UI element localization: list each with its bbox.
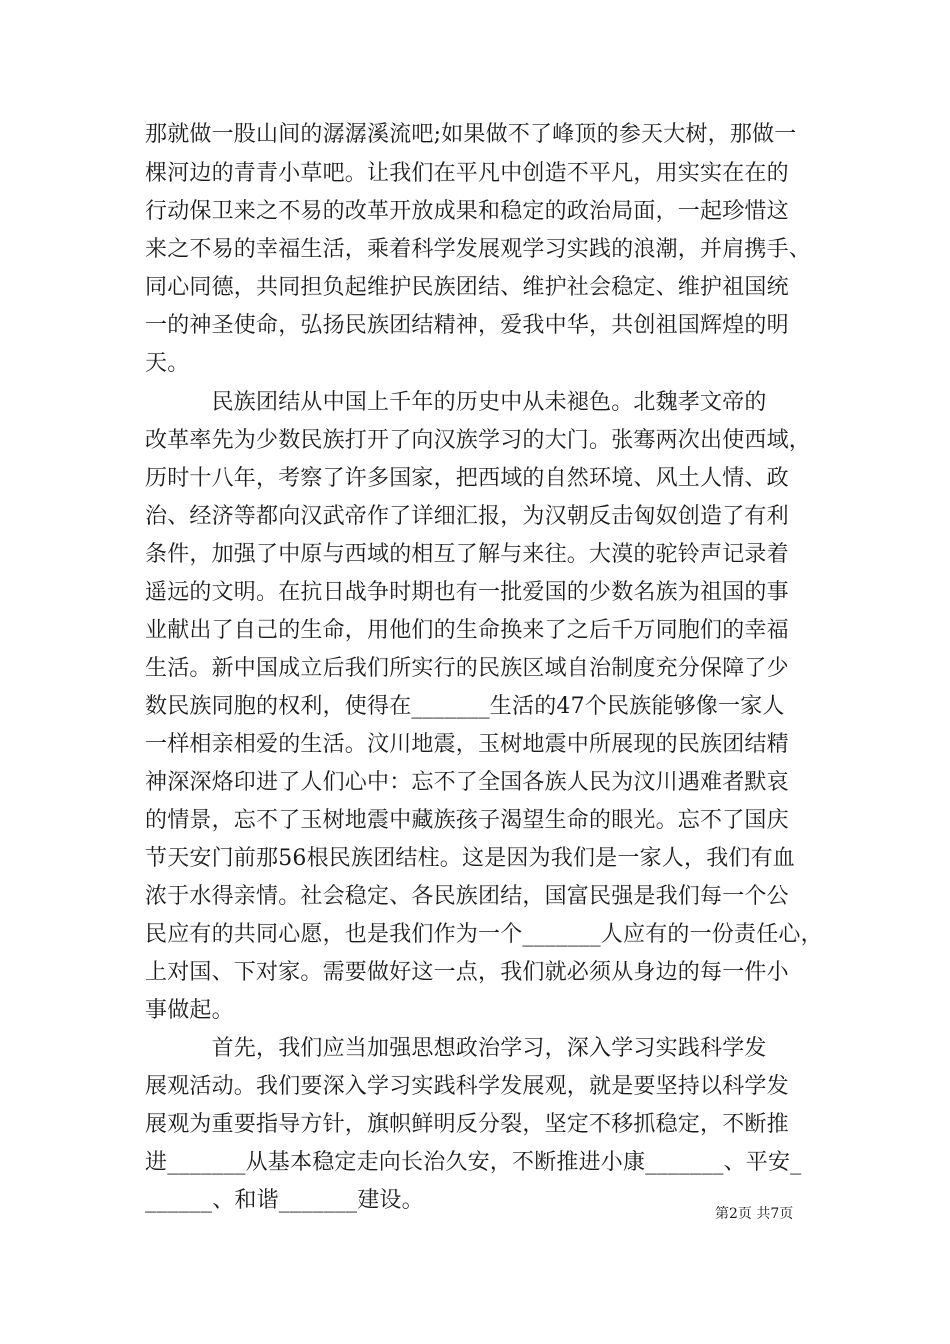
paragraph-2-line-1: 民族团结从中国上千年的历史中从未褪色。北魏孝文帝的 [145, 390, 767, 415]
paragraph-3-line-1: 首先，我们应当加强思想政治学习，深入学习实践科学发 [145, 1036, 767, 1061]
paragraph-1-line-1: 那就做一股山间的潺潺溪流吧;如果做不了峰顶的参天大树，那做一 [145, 122, 797, 147]
paragraph-2-line-14: 浓于水得亲情。社会稳定、各民族团结，国富民强是我们每一个公 [145, 884, 789, 909]
paragraph-2-line-11: 神深深烙印进了人们心中：忘不了全国各族人民为汶川遇难者默哀 [145, 770, 789, 795]
paragraph-2-line-13: 节天安门前那56根民族团结柱。这是因为我们是一家人，我们有血 [145, 846, 795, 871]
page-number-footer: 第2页 共7页 [715, 1206, 794, 1222]
paragraph-1-line-7: 天。 [145, 351, 190, 376]
paragraph-3-line-3: 展观为重要指导方针，旗帜鲜明反分裂，坚定不移抓稳定，不断推 [145, 1112, 789, 1137]
paragraph-3-line-4: 进_______从基本稳定走向长治久安，不断推进小康_______、平安_ [145, 1150, 802, 1175]
paragraph-2-line-9: 数民族同胞的权利，使得在_______生活的47个民族能够像一家人 [145, 694, 785, 719]
paragraph-2-line-7: 业献出了自己的生命，用他们的生命换来了之后千万同胞们的幸福 [145, 618, 789, 643]
paragraph-2-line-3: 历时十八年，考察了许多国家，把西域的自然环境、风土人情、政 [145, 466, 789, 491]
paragraph-2-line-12: 的情景，忘不了玉树地震中藏族孩子渴望生命的眼光。忘不了国庆 [145, 808, 789, 833]
paragraph-1-line-6: 一的神圣使命，弘扬民族团结精神，爱我中华，共创祖国辉煌的明 [145, 313, 789, 338]
paragraph-1-line-2: 棵河边的青青小草吧。让我们在平凡中创造不平凡，用实实在在的 [145, 161, 789, 186]
paragraph-2-line-8: 生活。新中国成立后我们所实行的民族区域自治制度充分保障了少 [145, 656, 789, 681]
paragraph-2-line-15: 民应有的共同心愿，也是我们作为一个_______人应有的一份责任心， [145, 922, 823, 947]
paragraph-2-line-17: 事做起。 [145, 998, 234, 1023]
paragraph-3-line-2: 展观活动。我们要深入学习实践科学发展观，就是要坚持以科学发 [145, 1074, 789, 1099]
paragraph-2-line-5: 条件，加强了中原与西域的相互了解与来往。大漠的驼铃声记录着 [145, 542, 789, 567]
paragraph-2-line-16: 上对国、下对家。需要做好这一点，我们就必须从身边的每一件小 [145, 960, 789, 985]
paragraph-3-line-5: ______、和谐_______建设。 [145, 1188, 424, 1213]
paragraph-1-line-3: 行动保卫来之不易的改革开放成果和稳定的政治局面，一起珍惜这 [145, 199, 789, 224]
paragraph-1-line-5: 同心同德，共同担负起维护民族团结、维护社会稳定、维护祖国统 [145, 275, 789, 300]
paragraph-1-line-4: 来之不易的幸福生活，乘着科学发展观学习实践的浪潮，并肩携手、 [145, 237, 812, 262]
paragraph-2-line-4: 治、经济等都向汉武帝作了详细汇报，为汉朝反击匈奴创造了有利 [145, 504, 789, 529]
paragraph-2-line-10: 一样相亲相爱的生活。汶川地震，玉树地震中所展现的民族团结精 [145, 732, 789, 757]
paragraph-2-line-6: 遥远的文明。在抗日战争时期也有一批爱国的少数名族为祖国的事 [145, 580, 789, 605]
paragraph-2-line-2: 改革率先为少数民族打开了向汉族学习的大门。张骞两次出使西域， [145, 428, 812, 453]
